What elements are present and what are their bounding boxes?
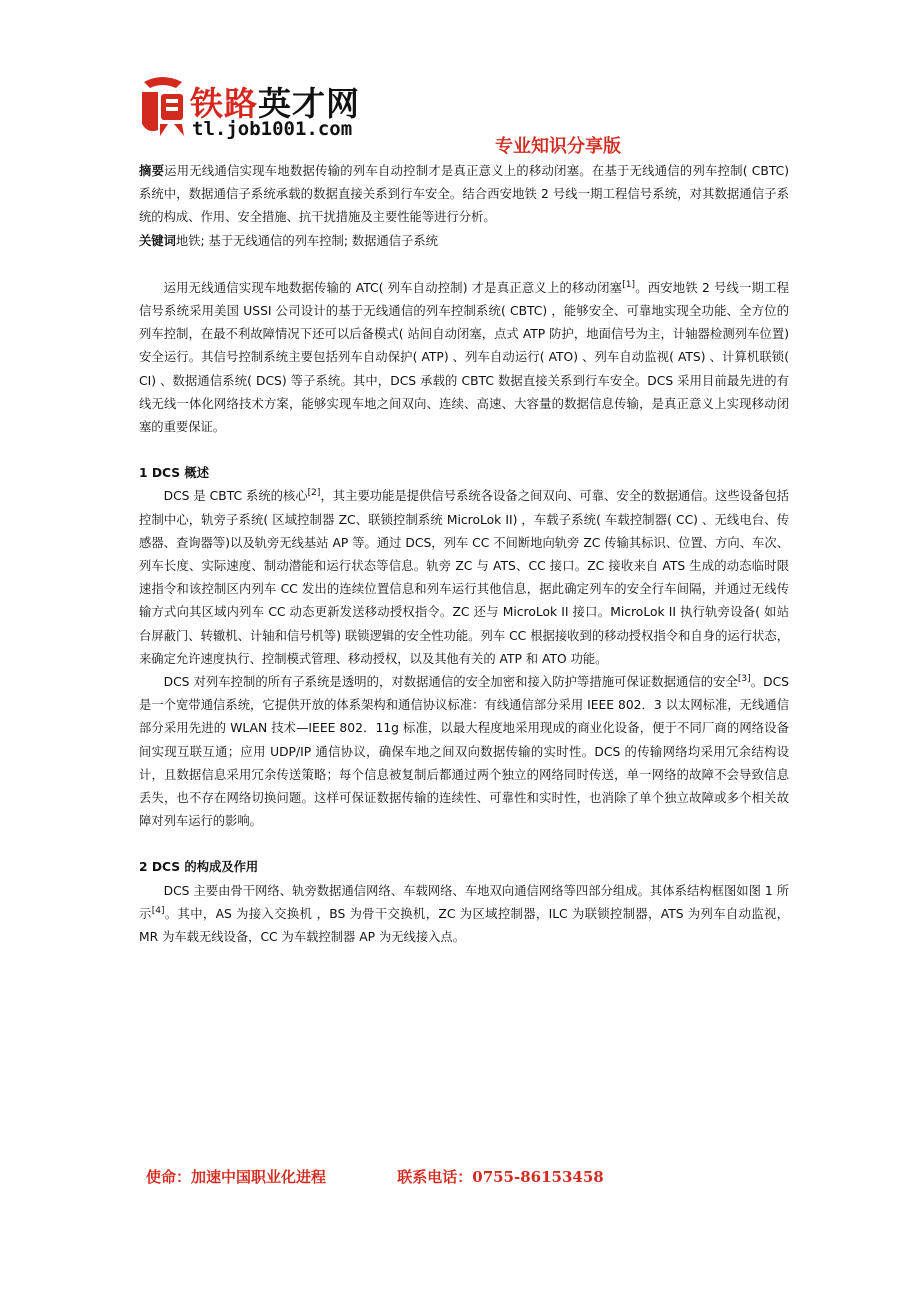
footer-phone: 联系电话：0755-86153458 bbox=[397, 1168, 604, 1186]
logo-title-black: 英才网 bbox=[258, 84, 360, 123]
section-1-p1-text-b: ，其主要功能是提供信号系统各设备之间双向、可靠、安全的数据通信。这些设备包括控制中心，轨旁子系统( 区域控制器 ZC、联锁控制系统 MicroLok II) ，车载子系统( 车载控制器( CC) 、无线电台、传感器、查询器等)以及轨旁无线基站 AP 等。通过 DCS，列车 CC 不间断地向轨旁 ZC 传输其标识、位置、方向、车次、列车长度、实际速度、制动潜能和运行状态等信息。轨旁 ZC 与 ATS、CC 接口。ZC 接收来自 ATS 生成的动态临时限速指令和该控制区内列车 CC 发出的连续位置信息和列车运行其他信息，据此确定列车的安全行车间隔，并通过无线传输方式向其区域内列车 CC 动态更新发送移动授权指令。ZC 还与 MicroLok II 接口。MicroLok II 执行轨旁设备( 如站台屏蔽门、转辙机、计轴和信号机等) 联锁逻辑的安全性功能。列车 CC 根据接收到的移动授权指令和自身的运行状态，来确定允许速度执行、控制模式管理、移动授权，以及其他有关的 ATP 和 ATO 功能。 bbox=[139, 489, 789, 666]
section-1-heading: 1 DCS 概述 bbox=[139, 466, 210, 481]
section-2-p1-text-a: DCS 主要由骨干网络、轨旁数据通信网络、车载网络、车地双向通信网络等四部分组成。其体系结构框图如图 1 所示 bbox=[139, 883, 789, 921]
spacer bbox=[139, 253, 789, 277]
citation-ref-1: [1] bbox=[622, 279, 635, 290]
section-2-paragraph-1 bbox=[139, 880, 789, 950]
abstract-label: 摘要 bbox=[139, 164, 165, 178]
keywords-text: 地铁; 基于无线通信的列车控制; 数据通信子系统 bbox=[175, 233, 438, 248]
citation-ref-3: [3] bbox=[737, 673, 751, 684]
spacer bbox=[139, 833, 789, 856]
keywords-paragraph bbox=[139, 230, 789, 253]
section-2-heading: 2 DCS 的构成及作用 bbox=[139, 860, 259, 875]
section-2-p1-text-b: 。其中，AS 为接入交换机 ，BS 为骨干交换机，ZC 为区域控制器，ILC 为联锁控制器，ATS 为列车自动监视，MR 为车载无线设备，CC 为车载控制器 AP 为无线接入点。 bbox=[139, 906, 789, 945]
abstract-text: 运用无线通信实现车地数据传输的列车自动控制才是真正意义上的移动闭塞。在基于无线通信的列车控制( CBTC) 系统中，数据通信子系统承载的数据直接关系到行车安全。结合西安地铁 2 号线一期工程信号系统，对其数据通信子系统的构成、作用、安全措施、抗干扰措施及主要性能等进行分析。 bbox=[139, 164, 789, 225]
citation-ref-4: [4] bbox=[151, 905, 165, 916]
page-footer bbox=[146, 1166, 604, 1187]
intro-paragraph bbox=[139, 277, 789, 439]
keywords-label: 关键词 bbox=[139, 233, 176, 248]
section-1-p2-text-b: 。DCS 是一个宽带通信系统，它提供开放的体系架构和通信协议标准：有线通信部分采用 IEEE 802．3 以太网标准，无线通信部分采用先进的 WLAN 技术—IEEE 802．11g 标准，以最大程度地采用现成的商业化设备，便于不同厂商的网络设备间实现互联互通；应用 UDP/IP 通信协议，确保车地之间双向数据传输的实时性。DCS 的传输网络均采用冗余结构设计，且数据信息采用冗余传送策略；每个信息被复制后都通过两个独立的网络同时传送，单一网络的故障不会导致信息丢失，也不存在网络切换问题。这样可保证数据传输的连续性、可靠性和实时性，也消除了单个独立故障或多个相关故障对列车运行的影响。 bbox=[139, 675, 789, 829]
document-body bbox=[139, 160, 789, 949]
section-1-p2-text-a: DCS 对列车控制的所有子系统是透明的，对数据通信的安全加密和接入防护等措施可保证数据通信的安全 bbox=[163, 675, 738, 690]
footer-mission: 使命：加速中国职业化进程 bbox=[146, 1168, 327, 1186]
logo-url[interactable]: tl.job1001.com bbox=[192, 118, 353, 140]
section-1-paragraph-2 bbox=[139, 671, 789, 833]
site-logo[interactable] bbox=[138, 72, 378, 142]
intro-text-a: 运用无线通信实现车地数据传输的 ATC( 列车自动控制) 才是真正意义上的移动闭塞 bbox=[163, 280, 623, 295]
section-1-p1-text-a: DCS 是 CBTC 系统的核心 bbox=[163, 489, 308, 504]
abstract-paragraph bbox=[139, 160, 789, 230]
intro-text-b: 。西安地铁 2 号线一期工程信号系统采用美国 USSI 公司设计的基于无线通信的列车控制系统( CBTC) ，能够安全、可靠地实现全功能、全方位的列车控制，在最不利故障情况下还可以后备模式( 站间自动闭塞，点式 ATP 防护，地面信号为主，计轴器检测列车位置) 安全运行。其信号控制系统主要包括列车自动保护( ATP) 、列车自动运行( ATO) 、列车自动监视( ATS) 、计算机联锁( CI) 、数据通信系统( DCS) 等子系统。其中，DCS 承载的 CBTC 数据直接关系到行车安全。DCS 采用目前最先进的有线无线一体化网络技术方案，能够实现车地之间双向、连续、高速、大容量的数据信息传输，是真正意义上实现移动闭塞的重要保证。 bbox=[139, 280, 789, 435]
citation-ref-2: [2] bbox=[307, 488, 321, 499]
spacer bbox=[139, 439, 789, 462]
logo-mark-icon bbox=[138, 74, 188, 138]
edition-title: 专业知识分享版 bbox=[495, 136, 621, 157]
section-1-paragraph-1 bbox=[139, 485, 789, 671]
logo-title-red: 铁路 bbox=[190, 84, 258, 123]
